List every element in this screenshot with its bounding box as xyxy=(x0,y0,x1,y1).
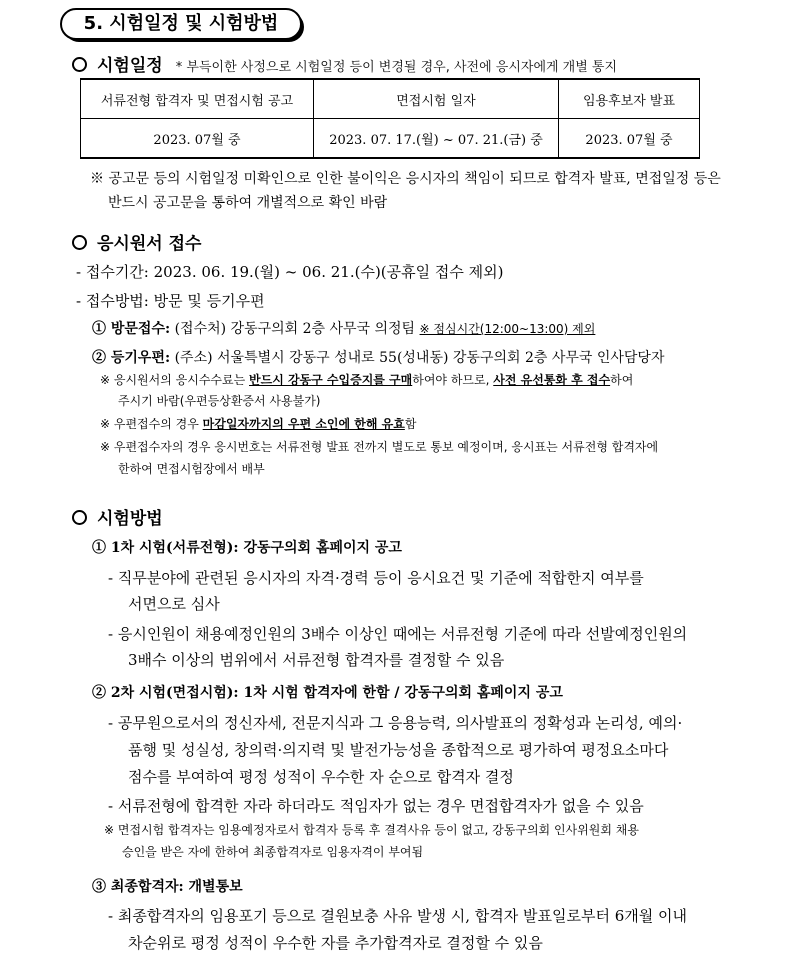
note-emphasis: 반드시 강동구 수입증지를 구매 xyxy=(249,373,413,387)
application-note3-line1: ※ 우편접수자의 경우 응시번호는 서류전형 발표 전까지 별도로 통보 예정이며, 응시표는 서류전형 합격자에 xyxy=(100,440,659,454)
first-exam-item1-line2: 서면으로 심사 xyxy=(128,595,220,613)
table-cell: 2023. 07월 중 xyxy=(81,119,314,159)
note-emphasis: 사전 유선통화 후 접수 xyxy=(493,373,611,387)
first-exam-item2-line1: - 응시인원이 채용예정인원의 3배수 이상인 때에는 서류전형 기준에 따라 선발예정인원의 xyxy=(108,625,688,643)
second-exam-item1-line2: 품행 및 성실성, 창의력·의지력 및 발전가능성을 종합적으로 평가하여 평정요소마다 xyxy=(128,741,669,759)
second-exam-item1-line3: 점수를 부여하여 평정 성적이 우수한 자 순으로 합격자 결정 xyxy=(128,768,514,786)
schedule-note-line2: 반드시 공고문을 통하여 개별적으로 확인 바람 xyxy=(108,195,388,211)
schedule-note-line1: ※ 공고문 등의 시험일정 미확인으로 인한 불이익은 응시자의 책임이 되므로 합격자 발표, 면접일정 등은 xyxy=(90,171,721,187)
method-heading: 시험방법 xyxy=(97,509,163,529)
mail-reception-value: (주소) 서울특별시 강동구 성내로 55(성내동) 강동구의회 2층 사무국 인사담당자 xyxy=(174,350,665,366)
page-title: 5. 시험일정 및 시험방법 xyxy=(60,8,302,40)
mail-reception xyxy=(92,347,664,367)
note-emphasis: 마감일자까지의 우편 소인에 한해 유효 xyxy=(202,417,405,431)
circle-bullet-icon xyxy=(72,57,87,72)
table-header-row xyxy=(81,79,700,119)
second-exam-note-line2: 승인을 받은 자에 한하여 최종합격자로 임용자격이 부여됨 xyxy=(122,845,424,859)
visit-reception-label: ① 방문접수: xyxy=(92,321,171,337)
method-heading-row xyxy=(72,504,163,529)
second-exam-note-line1: ※ 면접시험 합격자는 임용예정자로서 합격자 등록 후 결격사유 등이 없고, 강동구의회 인사위원회 채용 xyxy=(104,823,639,837)
circle-bullet-icon xyxy=(72,510,87,525)
application-note2 xyxy=(100,415,416,432)
second-exam-item1-line1: - 공무원으로서의 정신자세, 전문지식과 그 응용능력, 의사발표의 정확성과 논리성, 예의· xyxy=(108,714,683,732)
application-period xyxy=(76,261,503,282)
circle-bullet-icon xyxy=(72,235,87,250)
note-text: 하여야 하므로, xyxy=(412,373,494,387)
first-exam-item1-line1: - 직무분야에 관련된 응시자의 자격·경력 등이 응시요건 및 기준에 적합한지 여부를 xyxy=(108,569,644,587)
schedule-table xyxy=(80,78,700,159)
application-period-label: - 접수기간: xyxy=(76,263,149,281)
application-heading-row xyxy=(72,229,201,254)
table-row xyxy=(81,119,700,159)
application-note3-line2: 한하여 면접시험장에서 배부 xyxy=(118,462,265,476)
mail-reception-label: ② 등기우편: xyxy=(92,350,171,366)
table-header-cell: 임용후보자 발표 xyxy=(559,79,700,119)
first-exam-item2-line2: 3배수 이상의 범위에서 서류전형 합격자를 결정할 수 있음 xyxy=(128,651,505,669)
section-title-box xyxy=(60,8,306,42)
final-pass-item-line1: - 최종합격자의 임용포기 등으로 결원보충 사유 발생 시, 합격자 발표일로부터 6개월 이내 xyxy=(108,907,687,925)
application-heading: 응시원서 접수 xyxy=(97,234,202,254)
note-text: 함 xyxy=(404,417,417,431)
application-note1-line1 xyxy=(100,371,633,388)
table-header-cell: 서류전형 합격자 및 면접시험 공고 xyxy=(81,79,314,119)
application-period-value: 2023. 06. 19.(월) ~ 06. 21.(수)(공휴일 접수 제외) xyxy=(153,263,504,281)
schedule-heading: 시험일정 xyxy=(97,56,163,76)
note-text: ※ 우편접수의 경우 xyxy=(100,417,203,431)
second-exam-item2: - 서류전형에 합격한 자라 하더라도 적임자가 없는 경우 면접합격자가 없을 수 있음 xyxy=(108,797,644,815)
schedule-heading-note: * 부득이한 사정으로 시험일정 등이 변경될 경우, 사전에 응시자에게 개별 통지 xyxy=(175,60,618,75)
final-pass-title: ③ 최종합격자: 개별통보 xyxy=(92,879,243,895)
table-cell: 2023. 07. 17.(월) ~ 07. 21.(금) 중 xyxy=(314,119,559,159)
table-cell: 2023. 07월 중 xyxy=(559,119,700,159)
schedule-heading-row xyxy=(72,51,617,76)
visit-reception-value: (접수처) 강동구의회 2층 사무국 의정팀 xyxy=(174,321,416,337)
second-exam-title: ② 2차 시험(면접시험): 1차 시험 합격자에 한함 / 강동구의회 홈페이지 공고 xyxy=(92,685,563,701)
note-text: 하여 xyxy=(610,373,634,387)
final-pass-item-line2: 차순위로 평정 성적이 우수한 자를 추가합격자로 결정할 수 있음 xyxy=(128,934,543,952)
visit-reception-note: ※ 점심시간(12:00~13:00) 제외 xyxy=(419,322,596,336)
note-text: ※ 응시원서의 응시수수료는 xyxy=(100,373,250,387)
first-exam-title: ① 1차 시험(서류전형): 강동구의회 홈페이지 공고 xyxy=(92,540,402,556)
application-method: - 접수방법: 방문 및 등기우편 xyxy=(76,292,265,310)
table-header-cell: 면접시험 일자 xyxy=(314,79,559,119)
visit-reception xyxy=(92,318,595,338)
application-note1-line2: 주시기 바람(우편등상환증서 사용불가) xyxy=(118,394,321,408)
